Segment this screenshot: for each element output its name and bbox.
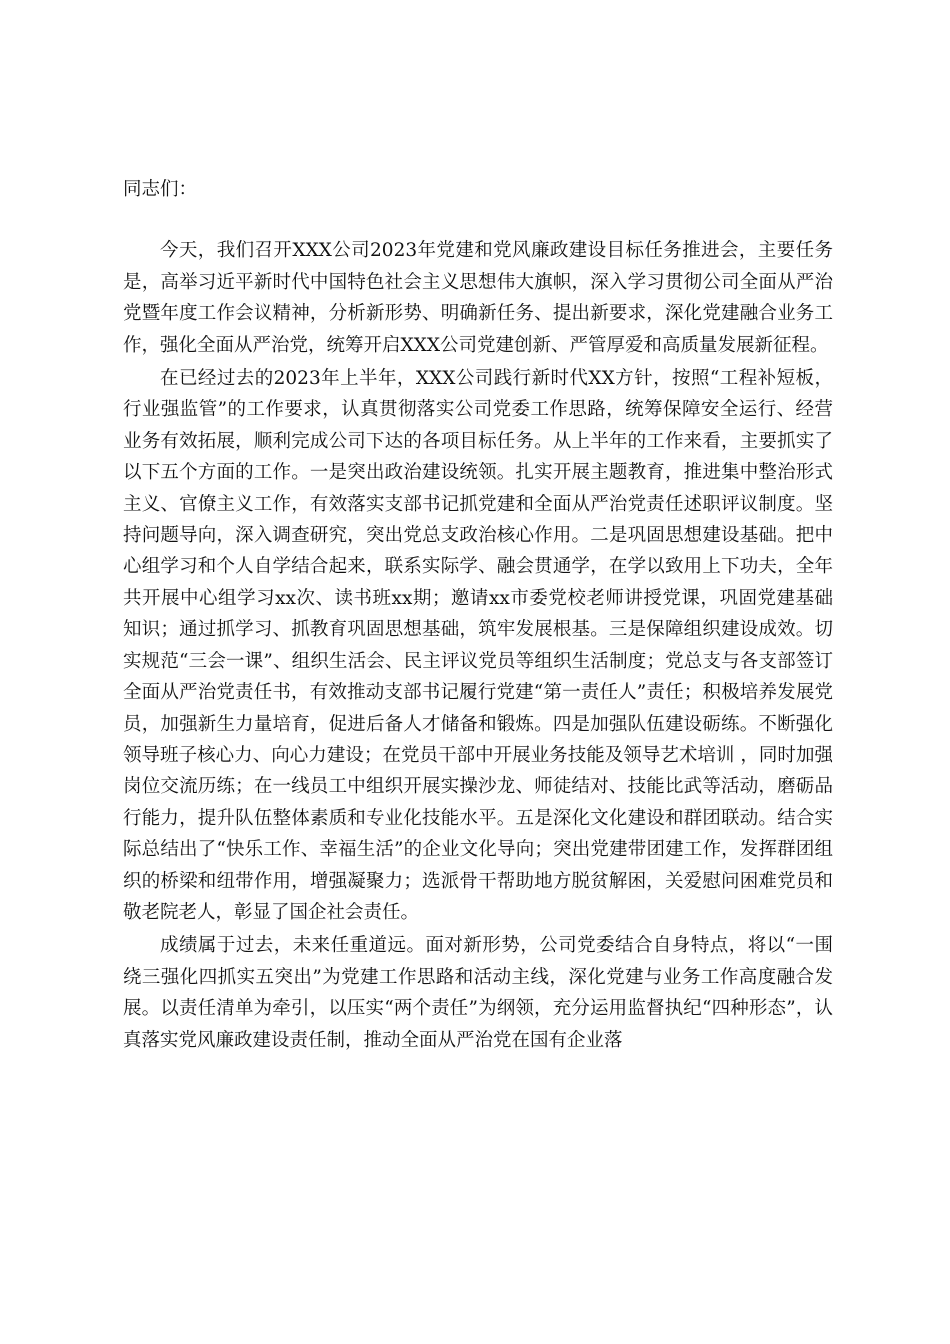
paragraph-opening: 今天，我们召开XXX公司2023年党建和党风廉政建设目标任务推进会，主要任务是，高举习近平新时代中国特色社会主义思想伟大旗帜，深入学习贯彻公司全面从严治党暨年度工作会议精神，分析新形势、明确新任务、提出新要求，深化党建融合业务工作，强化全面从严治党，统筹开启XXX公司党建创新、严管厚爱和高质量发展新征程。: [123, 240, 833, 356]
document-body: [123, 174, 833, 1056]
paragraph-outlook: 成绩属于过去，未来任重道远。面对新形势，公司党委结合自身特点，将以“一围绕三强化四抓实五突出”为党建工作思路和活动主线，深化党建与业务工作高度融合发展。以责任清单为牵引，以压实“两个责任”为纲领，充分运用监督执纪“四种形态”，认真落实党风廉政建设责任制，推动全面从严治党在国有企业落: [123, 935, 833, 1051]
salutation: 同志们：: [123, 179, 198, 200]
paragraph-review: 在已经过去的2023年上半年，XXX公司践行新时代XX方针，按照“工程补短板，行业强监管”的工作要求，认真贯彻落实公司党委工作思路，统筹保障安全运行、经营业务有效拓展，顺利完成公司下达的各项目标任务。从上半年的工作来看，主要抓实了以下五个方面的工作。一是突出政治建设统领。扎实开展主题教育，推进集中整治形式主义、官僚主义工作，有效落实支部书记抓党建和全面从严治党责任述职评议制度。坚持问题导向，深入调查研究，突出党总支政治核心作用。二是巩固思想建设基础。把中心组学习和个人自学结合起来，联系实际学、融会贯通学，在学以致用上下功夫，全年共开展中心组学习xx次、读书班xx期；邀请xx市委党校老师讲授党课，巩固党建基础知识；通过抓学习、抓教育巩固思想基础，筑牢发展根基。三是保障组织建设成效。切实规范“三会一课”、组织生活会、民主评议党员等组织生活制度；党总支与各支部签订全面从严治党责任书，有效推动支部书记履行党建“第一责任人”责任；积极培养发展党员，加强新生力量培育，促进后备人才储备和锻炼。四是加强队伍建设砺练。不断强化领导班子核心力、向心力建设；在党员干部中开展业务技能及领导艺术培训 ，同时加强岗位交流历练；在一线员工中组织开展实操沙龙、师徒结对、技能比武等活动，磨砺品行能力，提升队伍整体素质和专业化技能水平。五是深化文化建设和群团联动。结合实际总结出了“快乐工作、幸福生活”的企业文化导向；突出党建带团建工作，发挥群团组织的桥梁和纽带作用，增强凝聚力；选派骨干帮助地方脱贫解困，关爱慰问困难党员和敬老院老人，彰显了国企社会责任。: [123, 368, 833, 923]
